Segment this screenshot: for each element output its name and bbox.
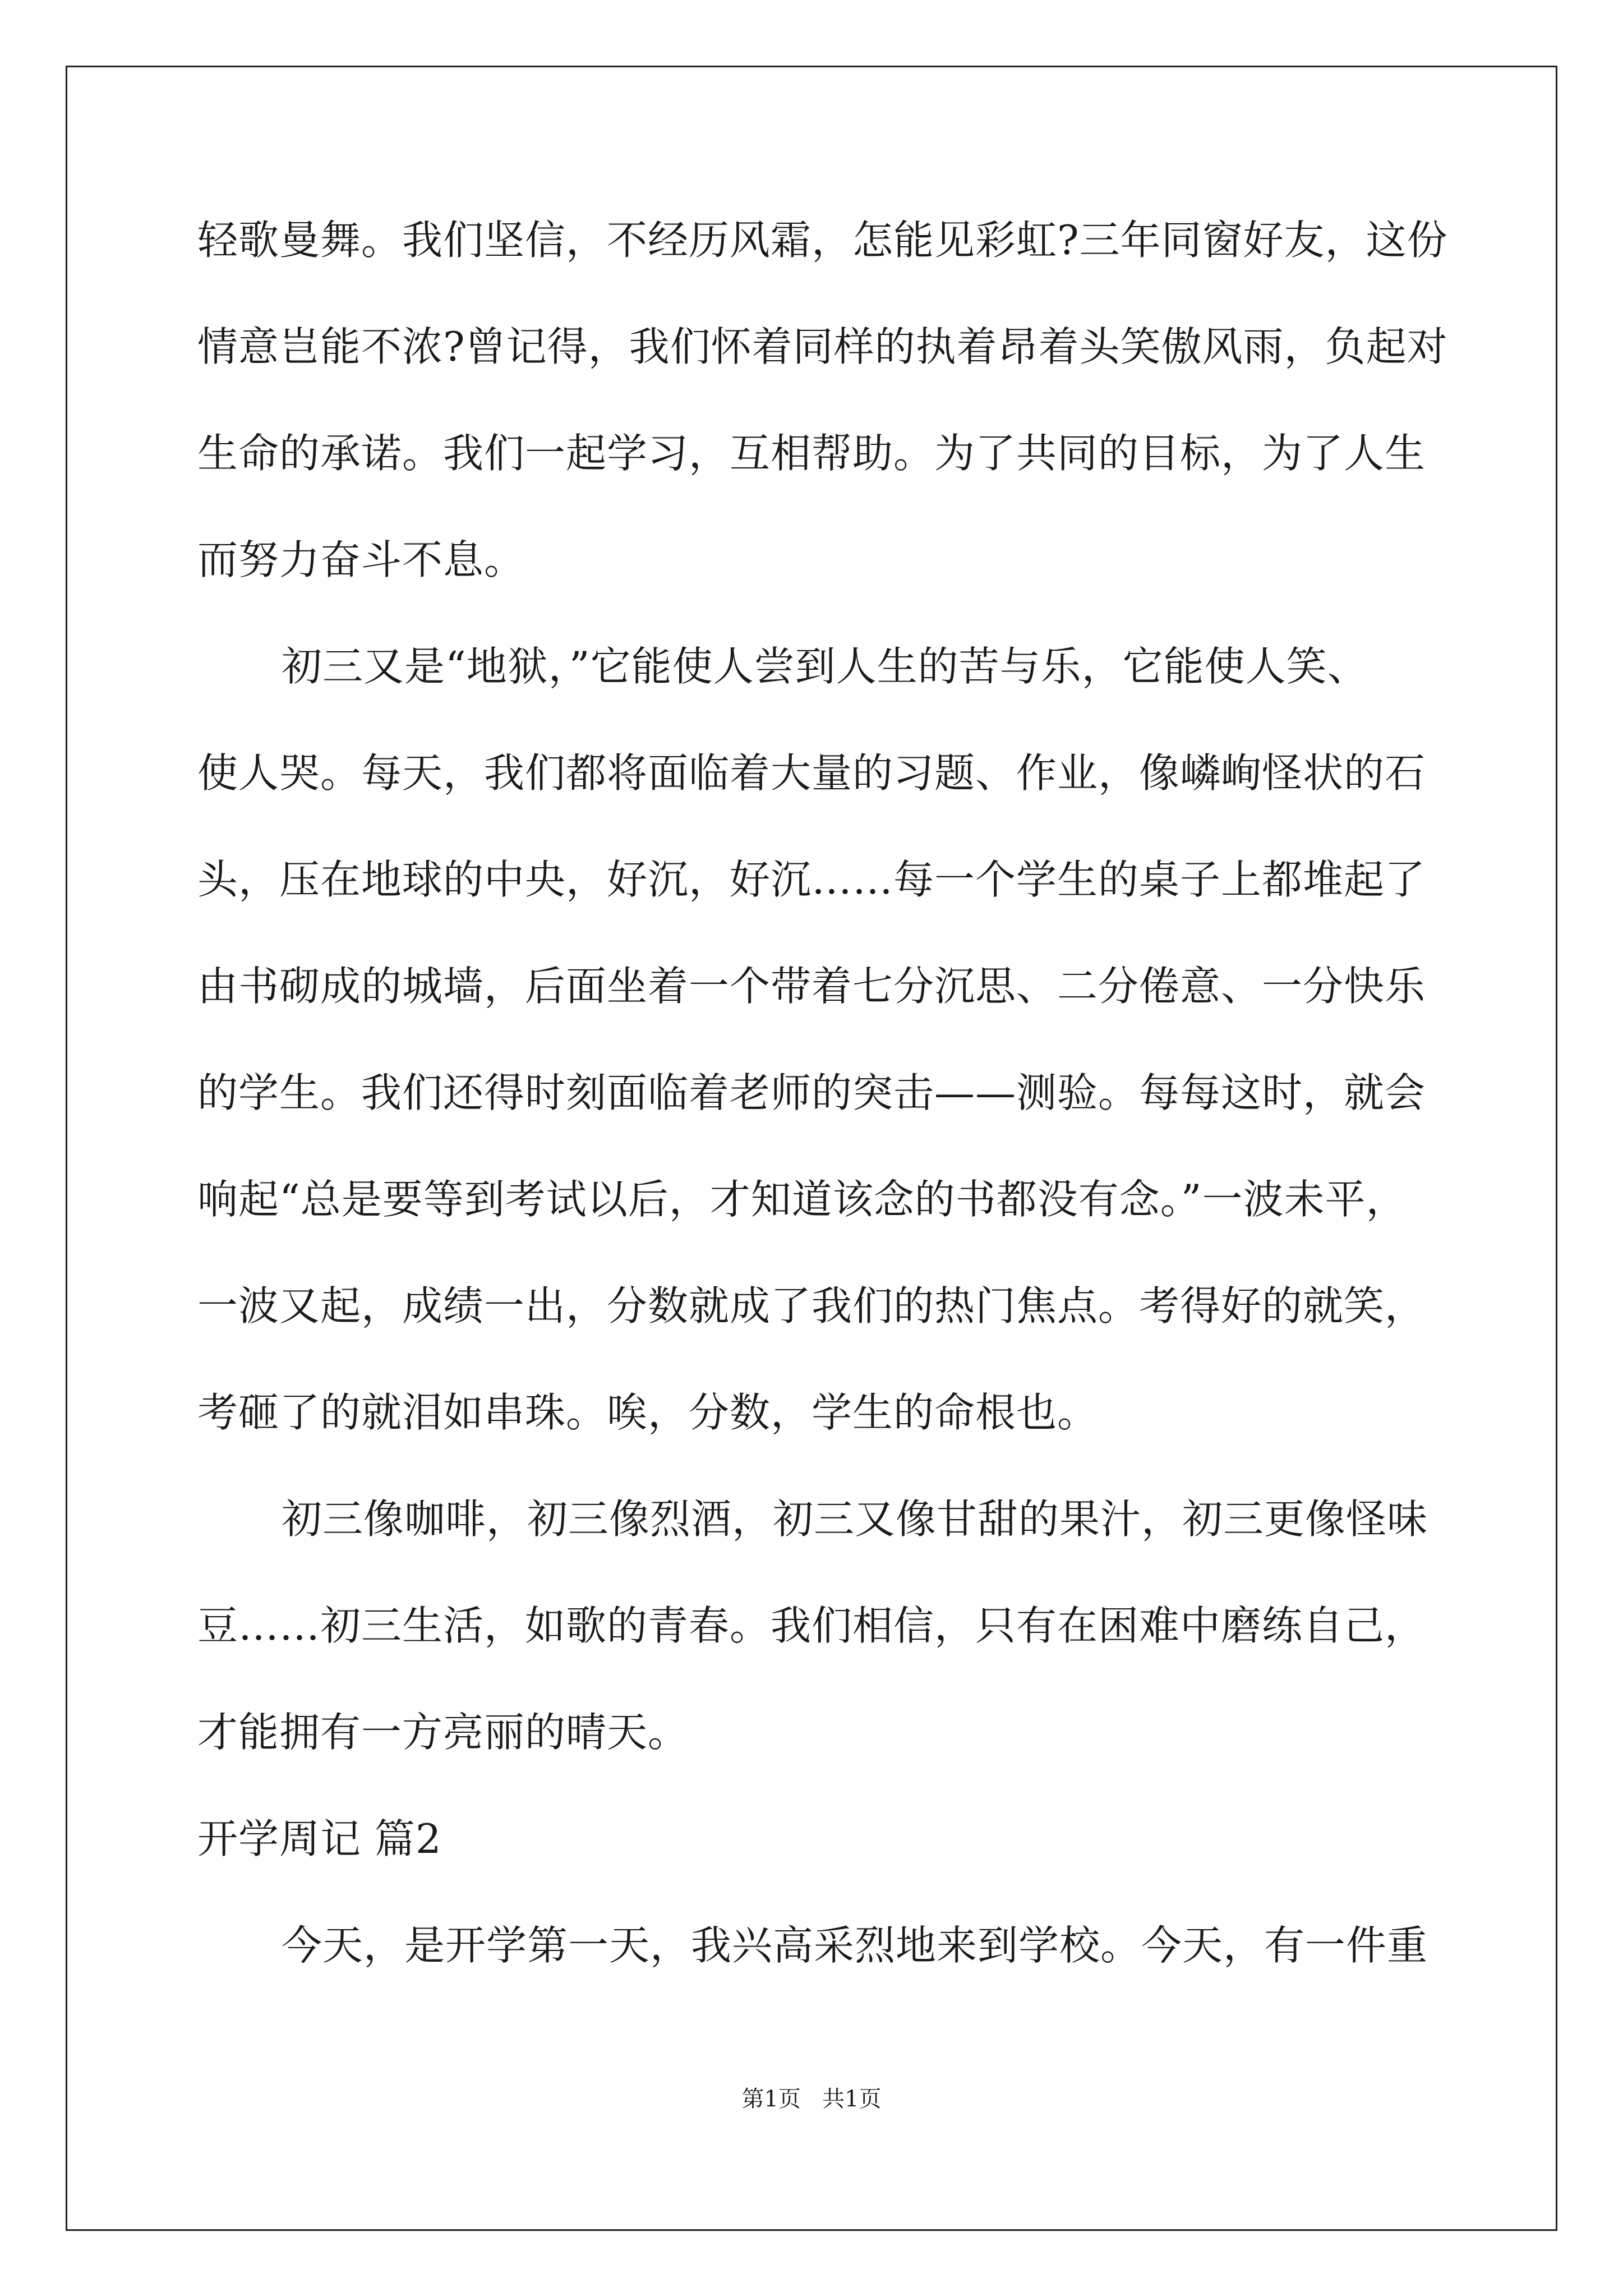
text-line: 豆……初三生活，如歌的青春。我们相信，只有在困难中磨练自己，	[197, 1602, 1426, 1649]
paragraph	[197, 1917, 1431, 2024]
paragraph	[197, 212, 1448, 638]
paragraph	[197, 1491, 1431, 1811]
section-heading	[197, 1811, 1431, 1917]
text-line: 而努力奋斗不息。	[197, 536, 525, 583]
paragraph	[197, 638, 1431, 1491]
text-line: 今天，是开学第一天，我兴高采烈地来到学校。今天，有一件重	[282, 1922, 1428, 1969]
text-line: 轻歌曼舞。我们坚信，不经历风霜，怎能见彩虹?三年同窗好友，这份	[197, 217, 1448, 264]
text-line: 才能拥有一方亮丽的晴天。	[197, 1709, 689, 1756]
text-line: 由书砌成的城墙，后面坐着一个带着七分沉思、二分倦意、一分快乐	[197, 963, 1426, 1010]
text-line: 响起“总是要等到考试以后，才知道该念的书都没有念。”一波未平，	[197, 1176, 1407, 1223]
text-line: 头，压在地球的中央，好沉，好沉……每一个学生的桌子上都堆起了	[197, 856, 1426, 903]
text-line: 初三像咖啡，初三像烈酒，初三又像甘甜的果汁，初三更像怪味	[282, 1496, 1428, 1543]
text-line: 生命的承诺。我们一起学习，互相帮助。为了共同的目标，为了人生	[197, 430, 1426, 477]
text-line: 考砸了的就泪如串珠。唉，分数，学生的命根也。	[197, 1389, 1099, 1436]
text-line: 一波又起，成绩一出，分数就成了我们的热门焦点。考得好的就笑，	[197, 1282, 1426, 1329]
page-number-footer: 第1页 共1页	[741, 2086, 882, 2112]
text-line: 初三又是“地狱，”它能使人尝到人生的苦与乐，它能使人笑、	[282, 643, 1368, 690]
heading-line: 开学周记 篇2	[197, 1815, 442, 1862]
text-line: 的学生。我们还得时刻面临着老师的突击——测验。每每这时，就会	[197, 1069, 1426, 1116]
document-body	[197, 212, 1448, 2024]
text-line: 使人哭。每天，我们都将面临着大量的习题、作业，像嶙峋怪状的石	[197, 749, 1426, 797]
text-line: 情意岂能不浓?曾记得，我们怀着同样的执着昂着头笑傲风雨，负起对	[197, 323, 1448, 370]
